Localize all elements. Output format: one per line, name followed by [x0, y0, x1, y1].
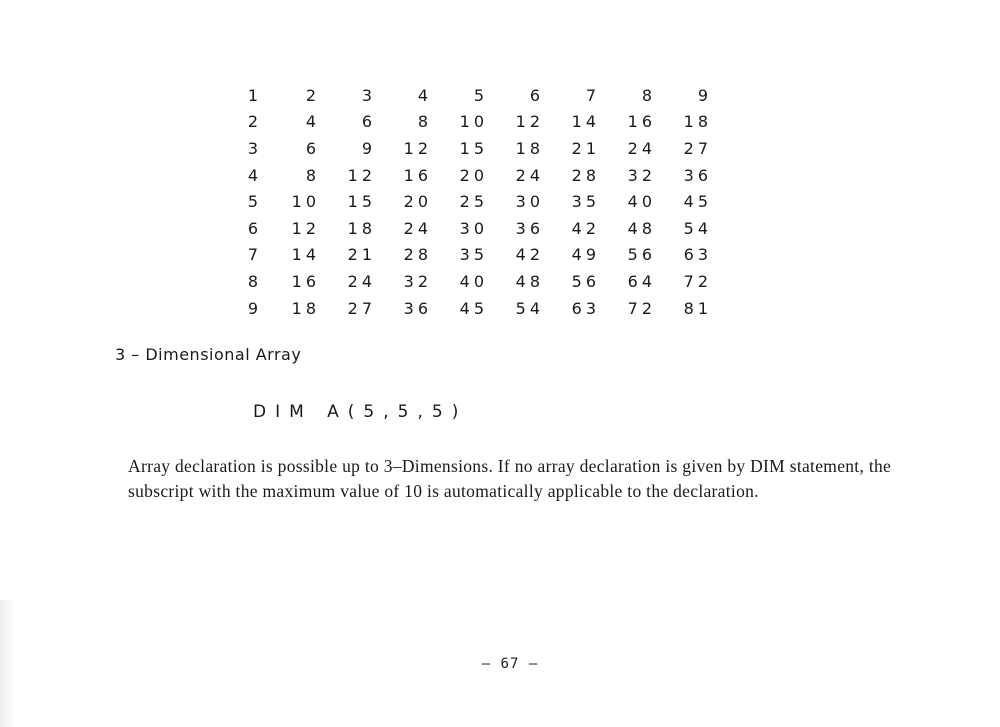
table-cell: 20 — [459, 165, 488, 185]
table-cell: 3 — [361, 85, 376, 105]
table-cell: 20 — [403, 192, 432, 212]
table-cell: 12 — [291, 218, 320, 238]
table-cell: 10 — [291, 192, 320, 212]
table-cell: 24 — [627, 138, 656, 158]
table-cell: 12 — [403, 138, 432, 158]
table-row — [240, 215, 712, 242]
table-cell: 9 — [247, 298, 262, 318]
table-cell: 35 — [459, 245, 488, 265]
table-cell: 14 — [571, 112, 600, 132]
table-cell: 45 — [683, 192, 712, 212]
table-row — [240, 162, 712, 189]
table-cell: 1 — [247, 85, 262, 105]
table-cell: 48 — [627, 218, 656, 238]
table-row — [240, 268, 712, 295]
table-cell: 21 — [347, 245, 376, 265]
table-cell: 6 — [305, 138, 320, 158]
table-cell: 6 — [247, 218, 262, 238]
table-cell: 56 — [627, 245, 656, 265]
table-row — [240, 242, 712, 269]
table-cell: 30 — [515, 192, 544, 212]
table-cell: 15 — [459, 138, 488, 158]
table-cell: 8 — [247, 271, 262, 291]
table-cell: 35 — [571, 192, 600, 212]
table-cell: 63 — [683, 245, 712, 265]
table-row — [240, 109, 712, 136]
table-cell: 18 — [291, 298, 320, 318]
table-cell: 40 — [627, 192, 656, 212]
table-cell: 36 — [403, 298, 432, 318]
table-cell: 42 — [515, 245, 544, 265]
table-cell: 72 — [627, 298, 656, 318]
table-cell: 27 — [683, 138, 712, 158]
table-cell: 27 — [347, 298, 376, 318]
table-cell: 5 — [473, 85, 488, 105]
table-cell: 12 — [347, 165, 376, 185]
table-cell: 24 — [403, 218, 432, 238]
table-cell: 36 — [683, 165, 712, 185]
table-cell: 48 — [515, 271, 544, 291]
table-cell: 6 — [529, 85, 544, 105]
table-cell: 2 — [305, 85, 320, 105]
table-cell: 4 — [305, 112, 320, 132]
table-cell: 2 — [247, 112, 262, 132]
section-heading: 3 – Dimensional Array — [115, 345, 302, 364]
table-cell: 8 — [305, 165, 320, 185]
table-row — [240, 82, 712, 109]
table-cell: 40 — [459, 271, 488, 291]
table-cell: 5 — [247, 192, 262, 212]
table-row — [240, 188, 712, 215]
table-cell: 18 — [683, 112, 712, 132]
table-cell: 16 — [291, 271, 320, 291]
table-cell: 18 — [515, 138, 544, 158]
table-cell: 16 — [403, 165, 432, 185]
table-cell: 36 — [515, 218, 544, 238]
table-cell: 4 — [247, 165, 262, 185]
table-cell: 64 — [627, 271, 656, 291]
code-statement: DIM A(5,5,5) — [253, 402, 468, 422]
body-paragraph: Array declaration is possible up to 3–Dimensions. If no array declaration is given by DIM statement, the subscript with the maximum value of 10 is automatically applicable to the declaration. — [128, 456, 892, 501]
table-cell: 6 — [361, 112, 376, 132]
table-cell: 12 — [515, 112, 544, 132]
table-cell: 81 — [683, 298, 712, 318]
table-cell: 54 — [515, 298, 544, 318]
table-cell: 9 — [361, 138, 376, 158]
multiplication-table — [240, 82, 712, 321]
table-cell: 8 — [417, 112, 432, 132]
table-cell: 28 — [571, 165, 600, 185]
table-cell: 10 — [459, 112, 488, 132]
table-cell: 32 — [627, 165, 656, 185]
table-cell: 7 — [585, 85, 600, 105]
table-cell: 49 — [571, 245, 600, 265]
table-cell: 9 — [697, 85, 712, 105]
table-cell: 16 — [627, 112, 656, 132]
table-cell: 28 — [403, 245, 432, 265]
table-cell: 7 — [247, 245, 262, 265]
table-cell: 45 — [459, 298, 488, 318]
table-cell: 14 — [291, 245, 320, 265]
table-cell: 56 — [571, 271, 600, 291]
table-cell: 18 — [347, 218, 376, 238]
table-row — [240, 135, 712, 162]
table-row — [240, 295, 712, 322]
table-cell: 4 — [417, 85, 432, 105]
page-number: – 67 – — [481, 656, 539, 672]
table-cell: 8 — [641, 85, 656, 105]
table-cell: 72 — [683, 271, 712, 291]
table-cell: 24 — [347, 271, 376, 291]
table-cell: 54 — [683, 218, 712, 238]
table-cell: 63 — [571, 298, 600, 318]
table-cell: 15 — [347, 192, 376, 212]
table-cell: 3 — [247, 138, 262, 158]
table-cell: 24 — [515, 165, 544, 185]
table-cell: 25 — [459, 192, 488, 212]
table-cell: 32 — [403, 271, 432, 291]
table-cell: 42 — [571, 218, 600, 238]
table-cell: 21 — [571, 138, 600, 158]
table-cell: 30 — [459, 218, 488, 238]
